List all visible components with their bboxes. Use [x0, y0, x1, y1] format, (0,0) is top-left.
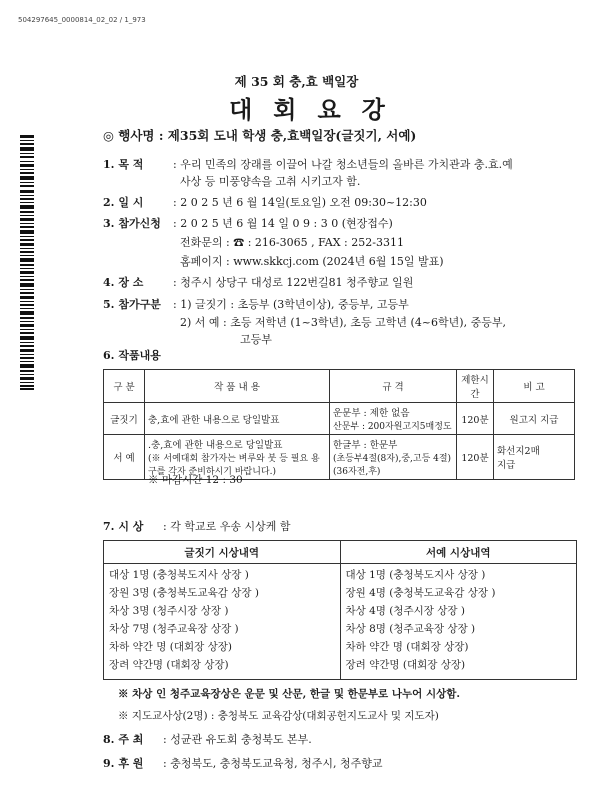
section-place	[103, 274, 413, 291]
table-cell: 원고지 지급	[494, 403, 575, 435]
section-division	[103, 296, 409, 313]
section-label: 3. 참가신청	[103, 217, 161, 230]
table-header: 작 품 내 용	[145, 370, 330, 403]
document-title: 대회요강	[229, 95, 406, 124]
award-note-1: ※ 차상 인 청주교육장상은 운문 및 산문, 한글 및 한문부로 나누어 시상함.	[118, 688, 461, 700]
section-label: 7. 시 상	[103, 520, 144, 533]
table-cell	[494, 435, 575, 480]
list-item: 장원 3명 (충청북도교육감 상장 )	[109, 587, 259, 599]
document-id: 504297645_0000814_02_02 / 1_973	[18, 16, 146, 24]
list-item: 장원 4명 (충청북도교육감 상장 )	[345, 587, 496, 599]
table-row	[104, 403, 575, 435]
list-item: 차상 3명 (청주시장 상장 )	[109, 605, 229, 617]
table-cell	[340, 564, 577, 680]
list-item: 대상 1명 (충청북도지사 상장 )	[109, 569, 249, 581]
table-header-row	[104, 541, 577, 564]
list-item: 차상 4명 (청주시장 상장 )	[345, 605, 466, 617]
section-text: : 1) 글짓기 : 초등부 (3학년이상), 중등부, 고등부	[173, 298, 409, 311]
table-cell	[145, 403, 330, 435]
list-item: 차하 약간 명 (대회장 상장)	[345, 641, 469, 653]
section-sponsor	[103, 755, 382, 772]
section-apply	[103, 215, 393, 232]
division-line2: 2) 서 예 : 초등 저학년 (1~3학년), 초등 고학년 (4~6학년), 중등부,	[180, 316, 506, 329]
division-line3: 고등부	[240, 333, 272, 346]
section-text: : 우리 민족의 장래를 이끌어 나갈 청소년들의 올바른 가치관과 충.효.예	[173, 158, 513, 171]
section-label: 1. 목 적	[103, 158, 144, 171]
works-table	[103, 369, 575, 480]
table-cell: 120분	[457, 403, 494, 435]
table-header: 서예 시상내역	[340, 541, 577, 564]
section-label: 4. 장 소	[103, 276, 144, 289]
list-item: 차상 7명 (청주교육장 상장 )	[109, 623, 239, 635]
table-header: 제한시간	[457, 370, 494, 403]
cell-text: 산문부 : 200자원고지5매정도	[333, 422, 452, 432]
table-header: 규 격	[330, 370, 457, 403]
list-item: 장려 약간명 (대회장 상장)	[109, 659, 229, 671]
prize-table	[103, 540, 577, 680]
cell-text: 충,효에 관한 내용으로 당일발표	[148, 414, 280, 426]
section-text: : 충청북도, 충청북도교육청, 청주시, 청주향교	[163, 757, 383, 770]
section-host	[103, 731, 312, 748]
section-label: 2. 일 시	[103, 196, 144, 209]
table-header: 비 고	[494, 370, 575, 403]
section-text: : 각 학교로 우송 시상케 함	[163, 520, 291, 533]
list-item: 차상 8명 (청주교육장 상장 )	[345, 623, 476, 635]
apply-contact-line: 전화문의 : ☎ : 216-3065 , FAX : 252-3311	[180, 236, 404, 249]
section-label: 9. 후 원	[103, 757, 144, 770]
section-label: 6. 작품내용	[103, 349, 161, 362]
deadline-note: ※ 마감시간 12 : 30	[148, 474, 243, 486]
award-note-2: ※ 지도교사상(2명) : 충청북도 교육감상(대회공헌지도교사 및 지도자)	[118, 710, 439, 722]
list-item: 대상 1명 (충청북도지사 상장 )	[345, 569, 486, 581]
section-text: : 성균관 유도회 충청북도 본부.	[163, 733, 312, 746]
cell-text: (※ 서예대회 참가자는 벼루와 붓 등 필요 용구를 각자 준비하시기 바랍니다.)	[148, 454, 320, 477]
list-item: 장려 약간명 (대회장 상장)	[345, 659, 466, 671]
cell-text: .충,효에 관한 내용으로 당일발표	[148, 440, 283, 451]
table-cell	[330, 435, 457, 480]
section-text: : 2 0 2 5 년 6 월 14 일 0 9 : 3 0 (현장접수)	[173, 217, 393, 230]
table-row	[104, 564, 577, 680]
section-award	[103, 518, 290, 535]
section-purpose	[103, 156, 513, 173]
section-date	[103, 194, 427, 211]
cell-text: 화선지2매	[497, 446, 540, 457]
table-header-row	[104, 370, 575, 403]
table-cell: 서 예	[104, 435, 145, 480]
table-cell: 글짓기	[104, 403, 145, 435]
barcode-image	[20, 135, 34, 390]
table-cell	[104, 564, 341, 680]
table-header: 구 분	[104, 370, 145, 403]
cell-text: 운문부 : 제한 없음	[333, 408, 410, 419]
section-label: 8. 주 최	[103, 733, 144, 746]
apply-homepage-line: 홈페이지 : www.skkcj.com (2024년 6월 15일 발표)	[180, 255, 444, 268]
section-purpose-line2: 사상 등 미풍양속을 고취 시키고자 함.	[180, 175, 361, 188]
document-subtitle: 제 35 회 충,효 백일장	[234, 74, 359, 89]
event-name: ◎ 행사명 : 제35회 도내 학생 충,효백일장(글짓기, 서예)	[103, 128, 417, 143]
table-cell	[330, 403, 457, 435]
section-text: : 청주시 상당구 대성로 122번길81 청주향교 일원	[173, 276, 414, 289]
cell-text: 한글부 : 한문부	[333, 440, 398, 451]
cell-text: (초등부4절(8자),중,고등 4절) (36자전,후)	[333, 454, 452, 477]
table-cell: 120분	[457, 435, 494, 480]
section-works	[103, 347, 161, 364]
cell-text: 지급	[497, 460, 516, 471]
section-text: : 2 0 2 5 년 6 월 14일(토요일) 오전 09:30~12:30	[173, 196, 427, 209]
list-item: 차하 약간 명 (대회장 상장)	[109, 641, 232, 653]
section-label: 5. 참가구분	[103, 298, 161, 311]
table-header: 글짓기 시상내역	[104, 541, 341, 564]
